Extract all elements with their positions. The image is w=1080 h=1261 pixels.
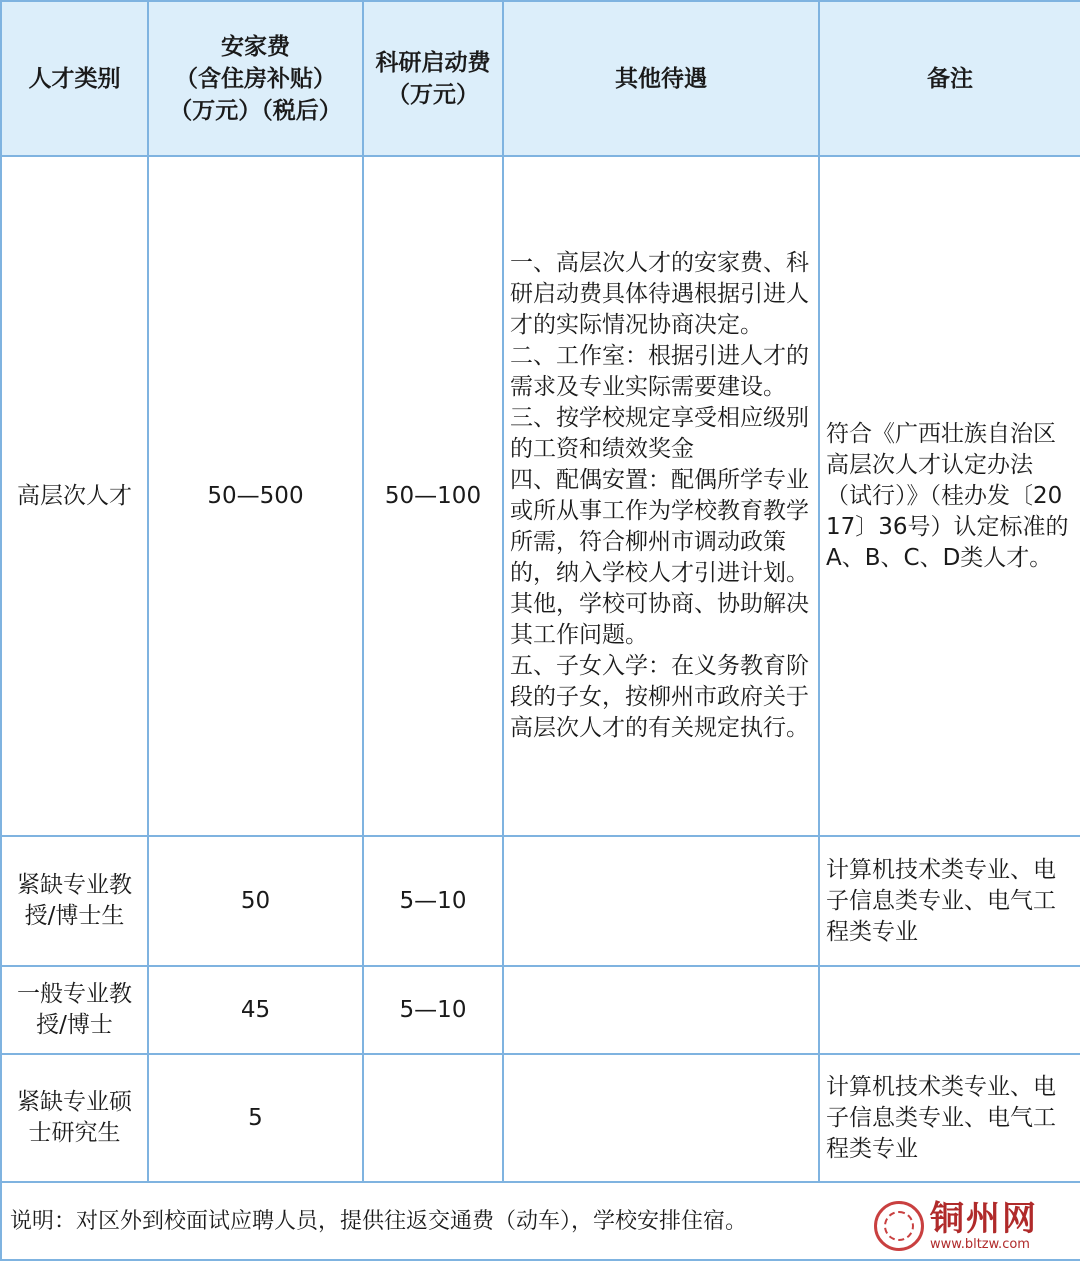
- category-cell: 一般专业教授/博士: [1, 966, 148, 1054]
- remark-cell: 符合《广西壮族自治区高层次人才认定办法（试行）》（桂办发〔2017〕36号）认定标准的A、B、C、D类人才。: [819, 156, 1080, 836]
- settling-fee-cell: 45: [148, 966, 363, 1054]
- header-category: 人才类别: [1, 1, 148, 156]
- other-benefits-cell: [503, 156, 819, 836]
- header-research-fee: [363, 1, 503, 156]
- header-other-benefits: 其他待遇: [503, 1, 819, 156]
- table-row: [1, 836, 1080, 966]
- settling-fee-cell: 50: [148, 836, 363, 966]
- category-cell: 紧缺专业硕士研究生: [1, 1054, 148, 1182]
- watermark-url: www.bltzw.com: [930, 1237, 1030, 1252]
- other-benefits-cell: [503, 1054, 819, 1182]
- benefit-item: 二、工作室：根据引进人才的需求及专业实际需要建设。: [510, 343, 809, 400]
- benefit-item: 一、高层次人才的安家费、科研启动费具体待遇根据引进人才的实际情况协商决定。: [510, 250, 809, 338]
- header-remarks: 备注: [819, 1, 1080, 156]
- settling-fee-cell: 50—500: [148, 156, 363, 836]
- benefit-item: 五、子女入学：在义务教育阶段的子女，按柳州市政府关于高层次人才的有关规定执行。: [510, 653, 809, 741]
- other-benefits-cell: [503, 966, 819, 1054]
- settling-fee-cell: 5: [148, 1054, 363, 1182]
- watermark: [874, 1197, 1074, 1255]
- header-row: [1, 1, 1080, 156]
- table-row: [1, 1054, 1080, 1182]
- research-fee-cell: 5—10: [363, 966, 503, 1054]
- research-fee-cell: [363, 1054, 503, 1182]
- remark-cell: [819, 966, 1080, 1054]
- header-research-fee-line: （万元）: [387, 81, 479, 108]
- remark-cell: 计算机技术类专业、电子信息类专业、电气工程类专业: [819, 836, 1080, 966]
- header-settling-fee: [148, 1, 363, 156]
- watermark-text: [930, 1200, 1038, 1252]
- seal-inner-ring: [884, 1211, 914, 1241]
- remark-cell: 计算机技术类专业、电子信息类专业、电气工程类专业: [819, 1054, 1080, 1182]
- benefit-item: 三、按学校规定享受相应级别的工资和绩效奖金: [510, 405, 809, 462]
- research-fee-cell: 5—10: [363, 836, 503, 966]
- table-row: [1, 966, 1080, 1054]
- seal-icon: [874, 1201, 924, 1251]
- header-research-fee-line: 科研启动费: [375, 49, 491, 76]
- category-cell: 高层次人才: [1, 156, 148, 836]
- watermark-name: 铜州网: [930, 1199, 1038, 1239]
- category-cell: 紧缺专业教授/博士生: [1, 836, 148, 966]
- header-settling-fee-line: 安家费: [221, 33, 290, 60]
- footer-note: 说明：对区外到校面试应聘人员，提供往返交通费（动车），学校安排住宿。: [1, 1182, 1080, 1260]
- table-row: [1, 156, 1080, 836]
- other-benefits-cell: [503, 836, 819, 966]
- header-settling-fee-line: （含住房补贴）: [175, 65, 336, 92]
- benefit-item: 四、配偶安置：配偶所学专业或所从事工作为学校教育教学所需，符合柳州市调动政策的，纳入学校人才引进计划。其他，学校可协商、协助解决其工作问题。: [510, 467, 809, 648]
- research-fee-cell: 50—100: [363, 156, 503, 836]
- header-settling-fee-line: （万元）（税后）: [169, 97, 342, 124]
